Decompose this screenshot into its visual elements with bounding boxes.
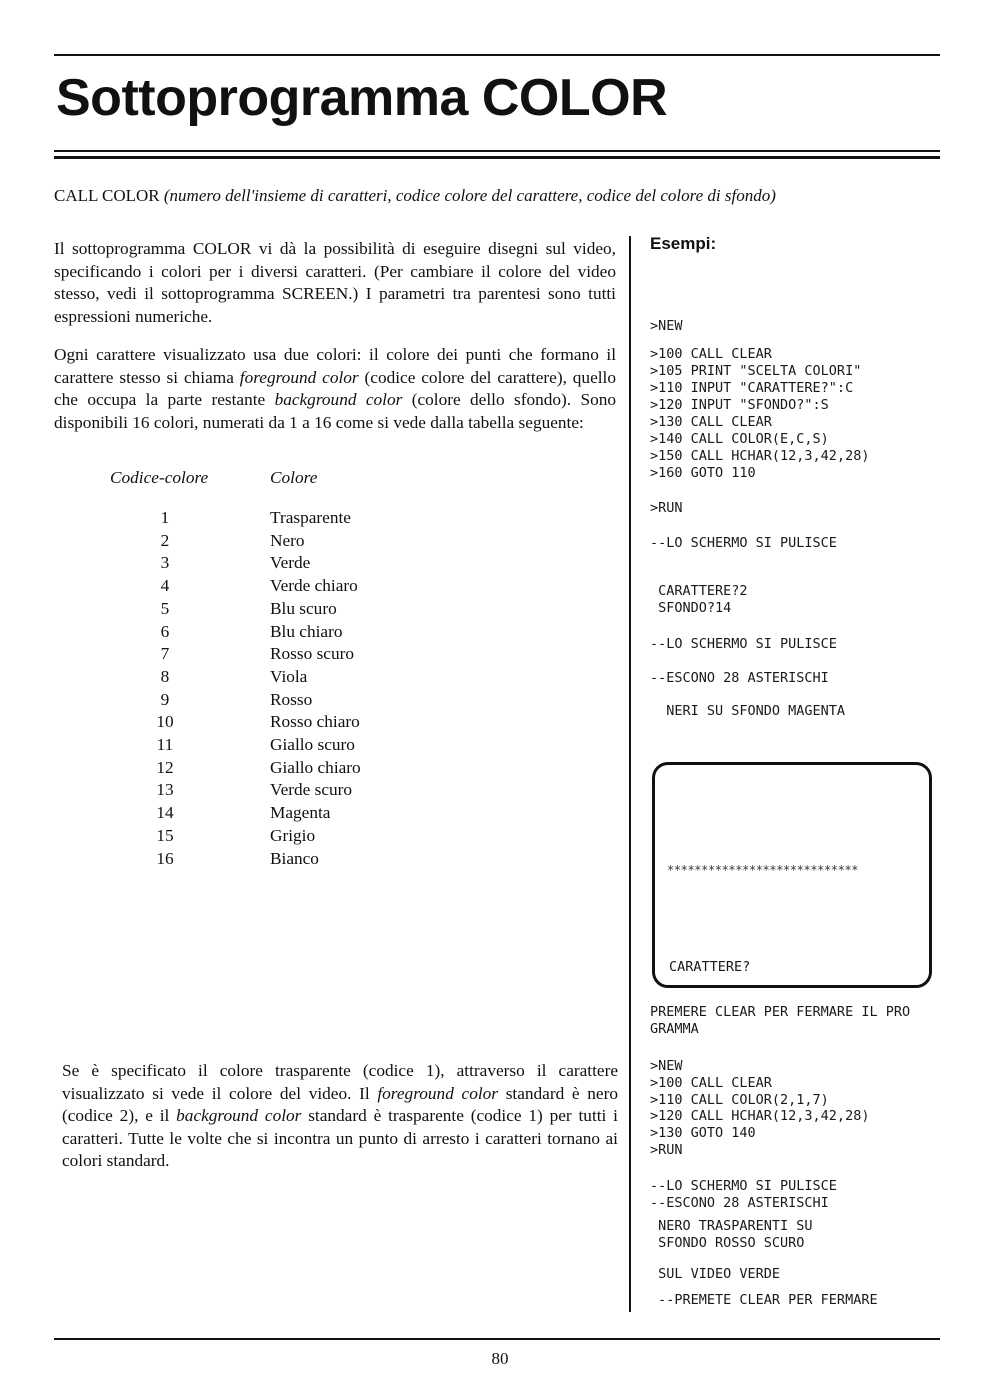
color-code: 7 (160, 644, 170, 664)
color-name: Nero (270, 530, 305, 550)
title-rule-upper (54, 150, 940, 152)
code-line: SUL VIDEO VERDE (650, 1266, 781, 1282)
code-line: >160 GOTO 110 (650, 465, 756, 481)
code-line: NERO TRASPARENTI SU (650, 1218, 813, 1234)
title-rule-lower (54, 156, 940, 159)
color-code: 16 (156, 848, 174, 868)
color-name: Verde (270, 553, 311, 573)
color-code: 15 (156, 825, 174, 845)
color-name: Viola (270, 666, 308, 686)
syntax-line (54, 186, 954, 206)
code-line: SFONDO?14 (650, 600, 732, 616)
code-line: >140 CALL COLOR(E,C,S) (650, 431, 829, 447)
color-name: Magenta (270, 803, 331, 823)
color-code: 5 (160, 598, 170, 618)
paragraph-colors (54, 344, 616, 434)
code-line: --LO SCHERMO SI PULISCE (650, 636, 837, 652)
bottom-rule (54, 1338, 940, 1340)
p3-part-c: standard è nero (codice 2), e il (62, 1083, 619, 1125)
code-line: GRAMMA (650, 1021, 699, 1037)
code-line: >RUN (650, 1142, 683, 1158)
color-name: Rosso (270, 689, 313, 709)
code-line: --ESCONO 28 ASTERISCHI (650, 670, 829, 686)
p3-part-a: Se è specificato il colore trasparente (codice 1), attraverso il carattere visualizzato si vede il colore del video. Il (62, 1061, 618, 1103)
color-name: Trasparente (270, 508, 351, 527)
color-code: 10 (156, 712, 174, 732)
color-name: Grigio (270, 825, 316, 845)
p2-background-term: background color (274, 390, 403, 409)
code-line: >100 CALL CLEAR (650, 1075, 772, 1091)
code-line: >105 PRINT "SCELTA COLORI" (650, 363, 862, 379)
color-name: Blu chiaro (270, 621, 343, 641)
p3-background-term: background color (176, 1106, 302, 1125)
code-line: --PREMETE CLEAR PER FERMARE (650, 1292, 878, 1308)
p2-part-a: Ogni carattere visualizzato usa due colori: il colore dei punti che formano il carattere stesso si chiama (54, 345, 616, 387)
color-name: Giallo chiaro (270, 757, 361, 777)
code-line: --ESCONO 28 ASTERISCHI (650, 1195, 829, 1211)
code-line: >130 CALL CLEAR (650, 414, 772, 430)
code-line: >RUN (650, 500, 683, 516)
color-code: 12 (156, 757, 174, 777)
code-line: >120 CALL HCHAR(12,3,42,28) (650, 1108, 870, 1124)
p2-part-c: (codice colore del carattere), quello che occupa la parte restante (54, 367, 616, 409)
code-line: >120 INPUT "SFONDO?":S (650, 397, 829, 413)
color-code: 11 (156, 735, 174, 754)
syntax-arguments: (numero dell'insieme di caratteri, codice colore del carattere, codice del colore di sfondo) (163, 186, 776, 205)
page-title: Sottoprogramma COLOR (56, 69, 668, 127)
color-code: 13 (156, 780, 174, 800)
color-code: 1 (160, 508, 170, 527)
paragraph-transparent (62, 1060, 618, 1173)
code-line: >NEW (650, 318, 683, 334)
code-line: NERI SU SFONDO MAGENTA (650, 703, 846, 719)
color-name: Blu scuro (270, 598, 337, 618)
code-line: PREMERE CLEAR PER FERMARE IL PRO (650, 1004, 911, 1020)
code-line: >130 GOTO 140 (650, 1125, 756, 1141)
p3-foreground-term: foreground color (377, 1083, 499, 1103)
code-line: CARATTERE?2 (650, 583, 748, 599)
code-line: >110 INPUT "CARATTERE?":C (650, 380, 854, 396)
tv-screen-illustration (652, 762, 932, 988)
color-name: Rosso scuro (270, 644, 355, 664)
table-header-code: Codice-colore (110, 468, 209, 487)
p3-part-e: standard è trasparente (codice 1) per tutti i caratteri. Tutte le volte che si incontra un punto di arresto i caratteri tornano ai colori standard. (62, 1106, 618, 1170)
color-code: 6 (160, 621, 170, 641)
page-number: 80 (491, 1349, 509, 1368)
color-name: Bianco (270, 848, 319, 868)
paragraph-intro: Il sottoprogramma COLOR vi dà la possibilità di eseguire disegni sul video, specificando i colori per i diversi caratteri. (Per cambiare il colore del video stesso, vedi il sottoprogramma SCREEN.) I parametri tra parentesi sono tutti espressioni numeriche. (54, 239, 616, 326)
screen-prompt: CARATTERE? (669, 959, 751, 975)
color-code: 4 (160, 576, 170, 596)
code-line: --LO SCHERMO SI PULISCE (650, 1178, 837, 1194)
color-name: Giallo scuro (270, 735, 355, 754)
color-code: 9 (160, 689, 170, 709)
examples-heading: Esempi: (650, 234, 717, 253)
code-line: >150 CALL HCHAR(12,3,42,28) (650, 448, 870, 464)
code-line: >NEW (650, 1058, 683, 1074)
code-line: --LO SCHERMO SI PULISCE (650, 535, 837, 551)
p2-part-e: (colore dello sfondo). Sono disponibili 16 colori, numerati da 1 a 16 come si vede dalla tabella seguente: (54, 390, 616, 432)
table-header-color: Colore (270, 468, 318, 487)
code-line: >110 CALL COLOR(2,1,7) (650, 1092, 829, 1108)
code-line: >100 CALL CLEAR (650, 346, 772, 362)
color-code: 2 (160, 530, 170, 550)
color-code: 14 (156, 803, 174, 823)
screen-asterisks: **************************** (667, 863, 859, 877)
color-code: 3 (160, 553, 170, 573)
code-line: SFONDO ROSSO SCURO (650, 1235, 805, 1251)
top-rule (54, 54, 940, 56)
color-code: 8 (160, 666, 170, 686)
color-name: Verde scuro (270, 780, 353, 800)
color-name: Rosso chiaro (270, 712, 360, 732)
column-divider (629, 236, 631, 1312)
syntax-command: CALL COLOR (54, 186, 160, 205)
color-name: Verde chiaro (270, 576, 358, 596)
p2-foreground-term: foreground color (239, 367, 359, 387)
